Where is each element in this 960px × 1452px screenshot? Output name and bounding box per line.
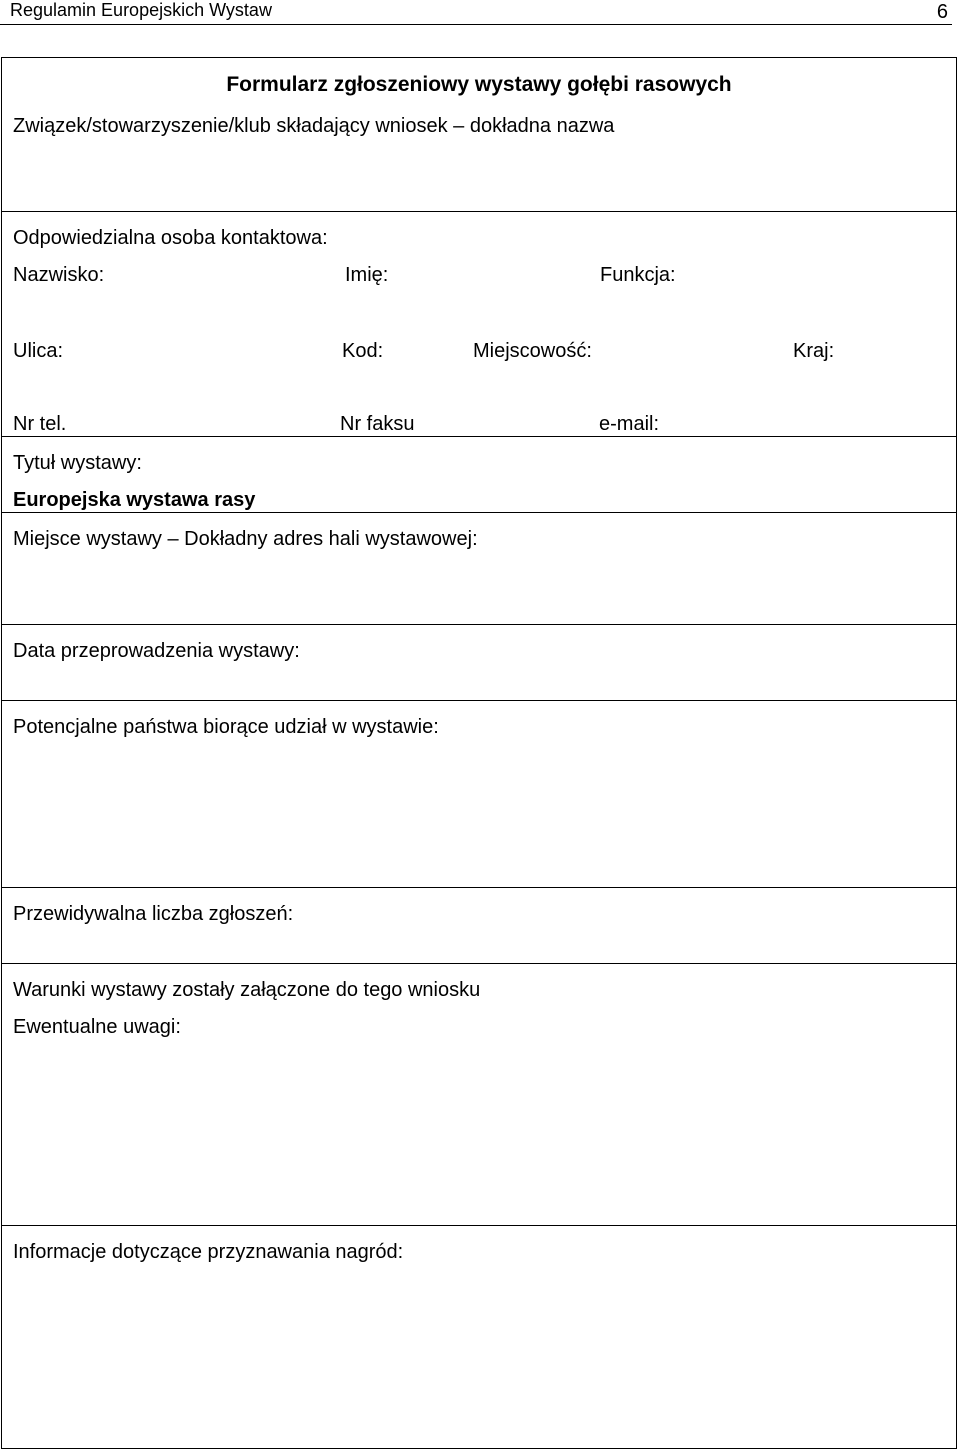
- page-number: 6: [936, 1, 948, 23]
- divider: [2, 624, 956, 625]
- application-form: [1, 57, 957, 1449]
- divider: [2, 512, 956, 513]
- divider: [2, 211, 956, 212]
- divider: [2, 1225, 956, 1226]
- association-label: Związek/stowarzyszenie/klub składający wniosek – dokładna nazwa: [13, 115, 615, 137]
- awards-info-label: Informacje dotyczące przyznawania nagród:: [13, 1241, 404, 1263]
- show-title-value: Europejska wystawa rasy: [13, 489, 256, 511]
- city-label: Miejscowość:: [473, 340, 592, 362]
- venue-label: Miejsce wystawy – Dokładny adres hali wystawowej:: [13, 528, 478, 550]
- divider: [2, 436, 956, 437]
- divider: [2, 963, 956, 964]
- expected-entries-label: Przewidywalna liczba zgłoszeń:: [13, 903, 294, 925]
- postcode-label: Kod:: [342, 340, 384, 362]
- show-title-label: Tytuł wystawy:: [13, 452, 142, 474]
- street-label: Ulica:: [13, 340, 64, 362]
- divider: [2, 700, 956, 701]
- fax-label: Nr faksu: [340, 413, 415, 435]
- show-conditions-label: Warunki wystawy zostały załączone do tego wniosku: [13, 979, 481, 1001]
- phone-label: Nr tel.: [13, 413, 67, 435]
- remarks-label: Ewentualne uwagi:: [13, 1016, 181, 1038]
- firstname-label: Imię:: [345, 264, 389, 286]
- divider: [2, 887, 956, 888]
- email-label: e-mail:: [599, 413, 660, 435]
- surname-label: Nazwisko:: [13, 264, 105, 286]
- function-label: Funkcja:: [600, 264, 676, 286]
- page-header: [0, 0, 952, 25]
- country-label: Kraj:: [793, 340, 835, 362]
- show-date-label: Data przeprowadzenia wystawy:: [13, 640, 300, 662]
- document-title: Regulamin Europejskich Wystaw: [10, 0, 272, 20]
- form-title: Formularz zgłoszeniowy wystawy gołębi rasowych: [226, 73, 732, 96]
- participating-countries-label: Potencjalne państwa biorące udział w wystawie:: [13, 716, 439, 738]
- contact-person-label: Odpowiedzialna osoba kontaktowa:: [13, 227, 328, 249]
